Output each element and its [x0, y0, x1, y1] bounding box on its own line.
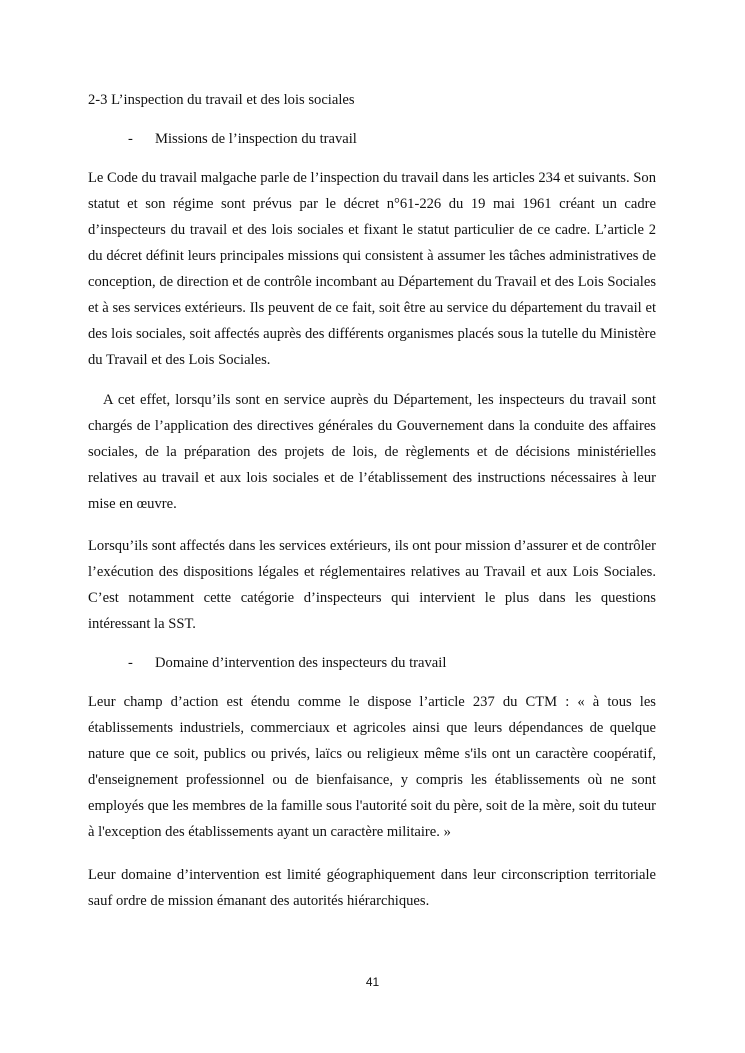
bullet-text: Missions de l’inspection du travail [155, 131, 357, 147]
page-number: 41 [365, 975, 380, 989]
section-heading: 2-3 L’inspection du travail et des lois sociales [88, 92, 355, 108]
paragraph-services-exterieurs: Lorsqu’ils sont affectés dans les services extérieurs, ils ont pour mission d’assurer et de contrôler l’exécution des dispositions légales et réglementaires relatives au Travail et aux Lois Sociales. C’est notamment cette catégorie d’inspecteurs qui intervient le plus dans les questions intéressant la SST. [88, 538, 656, 632]
bullet-item-missions [128, 126, 357, 152]
paragraph-domaine-intervention: Leur domaine d’intervention est limité géographiquement dans leur circonscription territoriale sauf ordre de mission émanant des autorités hiérarchiques. [88, 867, 656, 909]
bullet-dash: - [128, 655, 133, 671]
paragraph-code-du-travail: Le Code du travail malgache parle de l’inspection du travail dans les articles 234 et suivants. Son statut et son régime sont prévus par le décret n°61-226 du 19 mai 1961 créant un cadre d’inspecteurs du travail et des lois sociales et fixant le statut particulier de ce cadre. L’article 2 du décret définit leurs principales missions qui consistent à assumer les tâches administratives de conception, de direction et de contrôle incombant au Département du Travail et des Lois Sociales et à ses services extérieurs. Ils peuvent de ce fait, soit être au service du département du travail et des lois sociales, soit affectés auprès des différents organismes placés sous la tutelle du Ministère du Travail et des Lois Sociales. [88, 170, 656, 368]
paragraph-service-departement: A cet effet, lorsqu’ils sont en service auprès du Département, les inspecteurs du travail sont chargés de l’application des directives générales du Gouvernement dans la conduite des affaires sociales, de la préparation des projets de lois, de règlements et de décisions ministérielles relatives au travail et aux lois sociales et de l’établissement des instructions nécessaires à leur mise en œuvre. [88, 392, 656, 512]
bullet-dash: - [128, 131, 133, 147]
paragraph-champ-action: Leur champ d’action est étendu comme le dispose l’article 237 du CTM : « à tous les établissements industriels, commerciaux et agricoles ainsi que leurs dépendances de quelque nature que ce soit, publics ou privés, laïcs ou religieux même s'ils ont un caractère coopératif, d'enseignement professionnel ou de bienfaisance, y compris les établissements où ne sont employés que les membres de la famille sous l'autorité soit du père, soit de la mère, soit du tuteur à l'exception des établissements ayant un caractère militaire. » [88, 694, 656, 840]
bullet-item-domaine [128, 650, 446, 676]
bullet-text: Domaine d’intervention des inspecteurs du travail [155, 655, 447, 671]
